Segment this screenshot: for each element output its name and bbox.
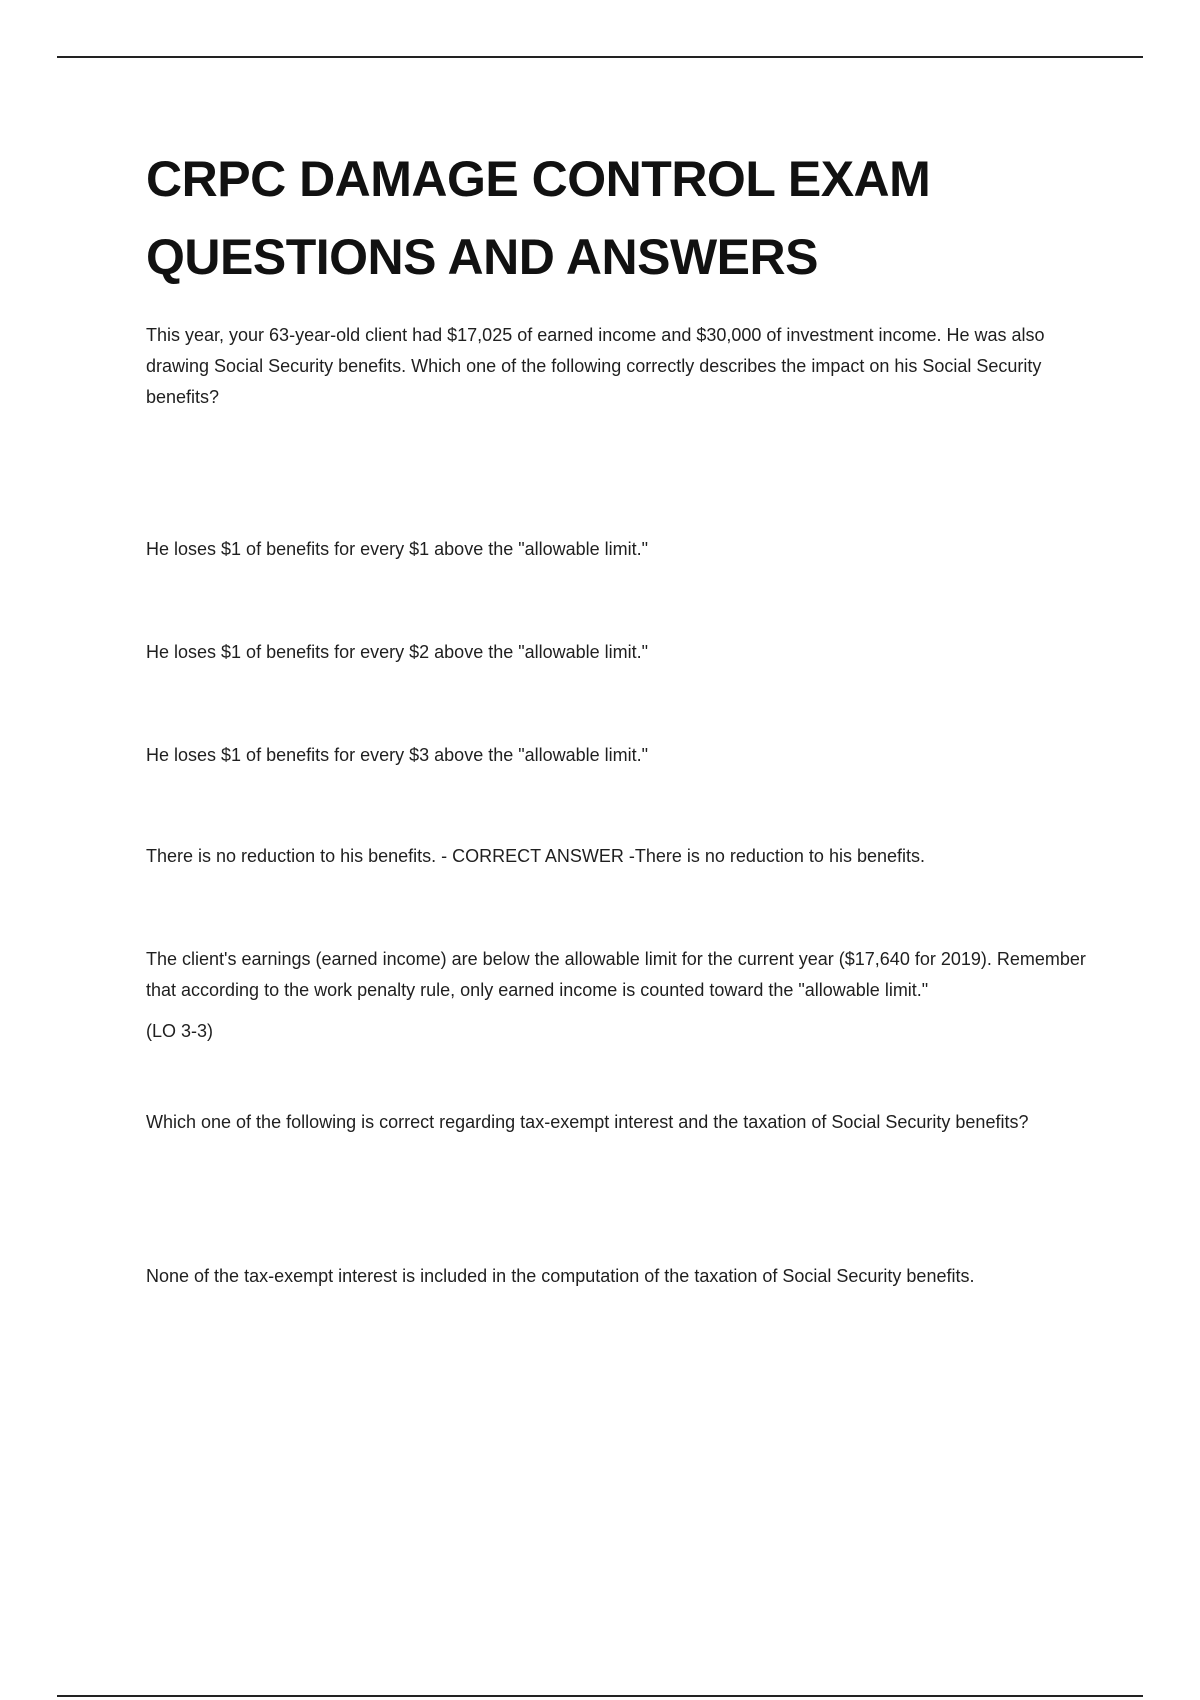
question-1-explanation: The client's earnings (earned income) are below the allowable limit for the current year ($17,640 for 2019). Remember that according to the work penalty rule, only earned income is counted toward the "allowable limit." xyxy=(146,949,1086,1000)
question-1-option-4-answer: There is no reduction to his benefits. - CORRECT ANSWER -There is no reduction to his benefits. xyxy=(146,846,926,866)
document-body xyxy=(146,140,1086,1292)
page-title xyxy=(146,140,1086,296)
question-1-lo-reference: (LO 3-3) xyxy=(146,1021,214,1041)
question-1-option-1: He loses $1 of benefits for every $1 above the "allowable limit." xyxy=(146,539,649,559)
question-1-option-3: He loses $1 of benefits for every $3 above the "allowable limit." xyxy=(146,745,649,765)
question-2-option-1: None of the tax-exempt interest is included in the computation of the taxation of Social Security benefits. xyxy=(146,1266,975,1286)
top-rule xyxy=(57,56,1143,58)
title-line-2: QUESTIONS AND ANSWERS xyxy=(146,229,818,285)
question-1-prompt: This year, your 63-year-old client had $17,025 of earned income and $30,000 of investment income. He was also drawing Social Security benefits. Which one of the following correctly describes the impact on his Social Security benefits? xyxy=(146,325,1045,407)
bottom-rule xyxy=(57,1695,1143,1697)
title-line-1: CRPC DAMAGE CONTROL EXAM xyxy=(146,151,931,207)
question-1-option-2: He loses $1 of benefits for every $2 above the "allowable limit." xyxy=(146,642,649,662)
question-2-prompt: Which one of the following is correct regarding tax-exempt interest and the taxation of Social Security benefits? xyxy=(146,1112,1029,1132)
